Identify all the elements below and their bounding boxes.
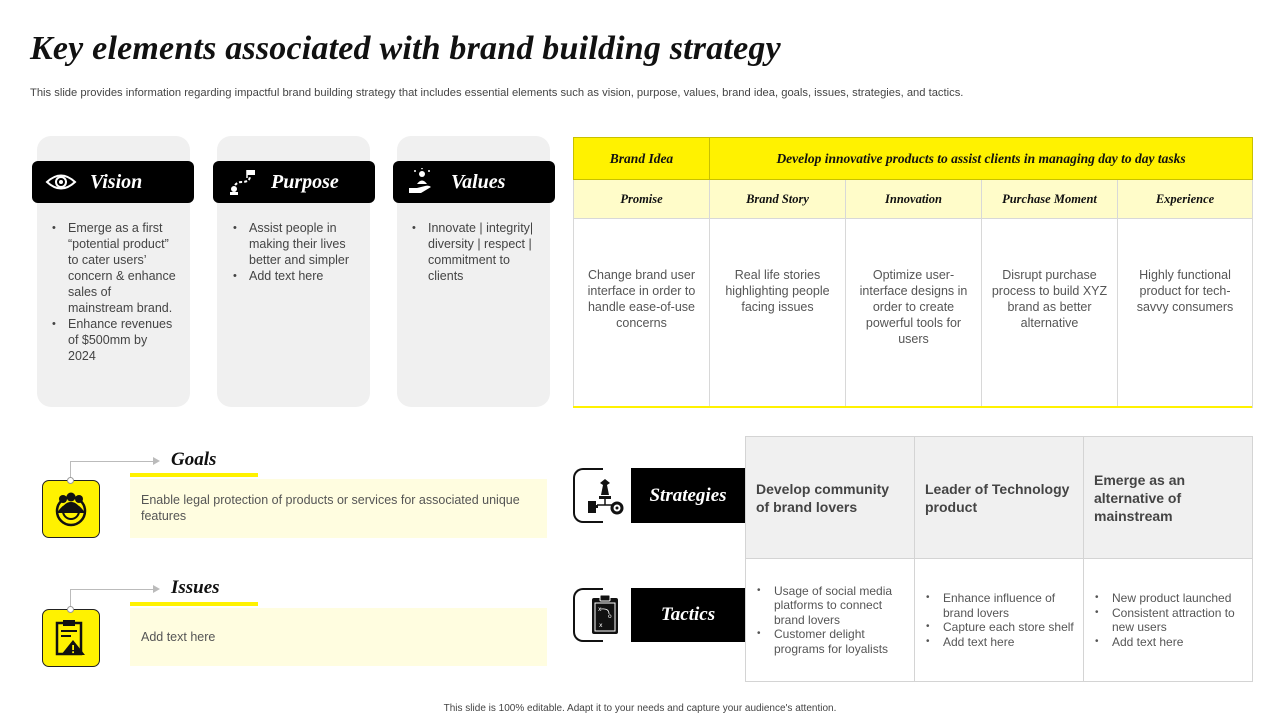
purpose-title: Purpose (271, 170, 339, 193)
goals-underline (130, 473, 258, 477)
column-header: Brand Story (710, 180, 846, 219)
table-cell: Disrupt purchase process to build XYZ brand as better alternative (982, 219, 1118, 408)
list-item: • Capture each store shelf (923, 620, 1075, 635)
brand-table-accent (573, 406, 1252, 408)
tactics-board-icon (582, 592, 628, 638)
brand-idea-text: Develop innovative products to assist clients in managing day to day tasks (710, 138, 1253, 180)
table-cell: Highly functional product for tech-savvy consumers (1118, 219, 1253, 408)
svg-text:x: x (599, 622, 603, 629)
issues-dot (67, 606, 74, 613)
values-title: Values (451, 170, 506, 193)
strategy-cell: Leader of Technology product (915, 437, 1084, 559)
column-header: Purchase Moment (982, 180, 1118, 219)
hand-person-icon (393, 168, 451, 196)
vision-title: Vision (90, 170, 143, 193)
list-item: • Consistent attraction to new users (1092, 606, 1244, 635)
chess-gear-icon (582, 472, 628, 518)
column-header: Promise (574, 180, 710, 219)
tactic-cell (1084, 559, 1253, 682)
tactics-label: Tactics (631, 588, 745, 642)
list-item: • New product launched (1092, 591, 1244, 606)
brand-idea-label: Brand Idea (574, 138, 710, 180)
issues-underline (130, 602, 258, 606)
list-item: • Enhance revenues of $500mm by 2024 (50, 316, 178, 364)
list-item: • Usage of social media platforms to connect brand lovers (754, 584, 906, 628)
slide-title: Key elements associated with brand building strategy (30, 30, 781, 67)
tactic-cell (746, 559, 915, 682)
list-item: • Assist people in making their lives better and simpler (231, 220, 363, 268)
clipboard-warning-icon (42, 609, 100, 667)
strategy-cell: Develop community of brand lovers (746, 437, 915, 559)
vision-bullets (50, 220, 178, 364)
slide-footer: This slide is 100% editable. Adapt it to your needs and capture your audience's attention. (443, 703, 837, 714)
list-item: • Add text here (231, 268, 363, 284)
list-item: • Emerge as a first “potential product” to cater users’ concern & enhance sales of mainstream brand. (50, 220, 178, 316)
list-item: • Add text here (1092, 635, 1244, 650)
strategy-tactics-table (745, 436, 1253, 682)
goals-arrow (153, 457, 160, 465)
list-item: • Customer delight programs for loyalists (754, 627, 906, 656)
purpose-bullets (231, 220, 363, 284)
purpose-header (213, 161, 375, 203)
goals-dot (67, 477, 74, 484)
goals-connector (70, 461, 158, 462)
roadmap-icon (213, 168, 271, 196)
goals-text: Enable legal protection of products or services for associated unique features (130, 479, 547, 538)
column-header: Experience (1118, 180, 1253, 219)
brand-table (573, 137, 1253, 408)
values-header (393, 161, 555, 203)
table-cell: Real life stories highlighting people facing issues (710, 219, 846, 408)
vision-header (32, 161, 194, 203)
values-bullets (410, 220, 538, 284)
column-header: Innovation (846, 180, 982, 219)
strategy-cell: Emerge as an alternative of mainstream (1084, 437, 1253, 559)
eye-icon (32, 171, 90, 193)
table-cell: Change brand user interface in order to handle ease-of-use concerns (574, 219, 710, 408)
svg-text:x: x (598, 606, 602, 613)
goals-label: Goals (171, 449, 217, 470)
issues-connector (70, 589, 158, 590)
table-cell: Optimize user-interface designs in order to create powerful tools for users (846, 219, 982, 408)
issues-text: Add text here (130, 608, 547, 666)
list-item: • Add text here (923, 635, 1075, 650)
list-item: • Innovate | integrity| diversity | respect | commitment to clients (410, 220, 538, 284)
list-item: • Enhance influence of brand lovers (923, 591, 1075, 620)
issues-arrow (153, 585, 160, 593)
team-target-icon (42, 480, 100, 538)
svg-text:o: o (608, 613, 612, 620)
slide-subtitle: This slide provides information regarding impactful brand building strategy that includes essential elements such as vision, purpose, values, brand idea, goals, issues, strategies, and tactics. (30, 87, 964, 99)
strategies-label: Strategies (631, 468, 745, 523)
issues-label: Issues (171, 577, 220, 598)
tactic-cell (915, 559, 1084, 682)
